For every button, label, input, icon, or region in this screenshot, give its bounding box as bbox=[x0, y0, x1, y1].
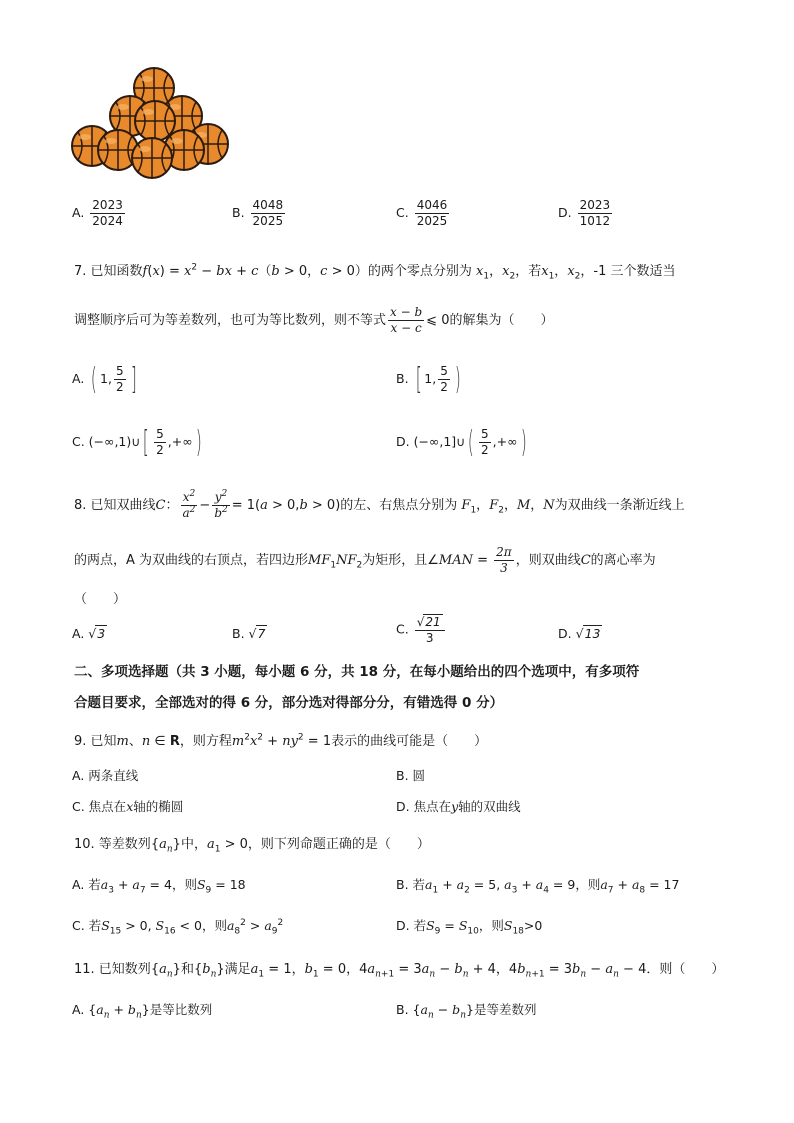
section-2-heading-line2: 合题目要求，全部选对的得 6 分，部分选对得部分分，有错选得 0 分） bbox=[74, 695, 504, 711]
q8-option-a[interactable]: A. √3 bbox=[72, 626, 106, 641]
section-2-heading-line1: 二、多项选择题（共 3 小题，每小题 6 分，共 18 分，在每小题给出的四个选项中，有多项符 bbox=[74, 664, 640, 680]
q7-option-b[interactable]: B. [ 1, $\frac{5}{2}$ ) bbox=[396, 362, 461, 397]
q8-option-b[interactable]: B. √7 bbox=[232, 626, 266, 641]
q9-stem: 9. 已知m、n ∈ R，则方程$m^2x^2 + ny^2 = 1$表示的曲线可能是（ ） bbox=[74, 732, 488, 749]
q8-line3: （ ） bbox=[74, 592, 127, 607]
q6-a-fraction: $\frac{2023}{2024}$ bbox=[92, 198, 123, 228]
q8-line1: 8. 已知双曲线C： $\frac{x^2}{a^2}$ − $\frac{y^2}{b^2}$ = 1(a > 0,b > 0)的左、右焦点分别为 $F_1$，$F_2$，M，N为双曲线一条渐近线上 bbox=[74, 489, 685, 520]
q7-line2: 调整顺序后可为等差数列，也可为等比数列，则不等式 $\frac{x - b}{x - c}$ ⩽ 0的解集为（ ） bbox=[74, 305, 554, 335]
q6-option-b[interactable]: B. $\frac{4048}{2025}$ bbox=[232, 198, 284, 228]
q8-line2: 的两点，A 为双曲线的右顶点，若四边形$MF_1NF_2$为矩形，且∠MAN = $\frac{2\pi}{3}$ ，则双曲线C的离心率为 bbox=[74, 545, 656, 575]
q8-option-d[interactable]: D. √13 bbox=[558, 626, 601, 641]
q6-option-a[interactable]: A. $\frac{2023}{2024}$ bbox=[72, 198, 123, 228]
q6-d-fraction: $\frac{2023}{1012}$ bbox=[579, 198, 611, 228]
q10-option-a[interactable]: A. 若$a_3 + a_7 = 4$，则$S_9 = 18$ bbox=[72, 877, 246, 896]
q11-option-a[interactable]: A. $\{a_n + b_n\}$是等比数列 bbox=[72, 1002, 213, 1021]
q10-option-d[interactable]: D. 若$S_9 = S_{10}$，则$S_{18}>0$ bbox=[396, 918, 543, 937]
q10-option-b[interactable]: B. 若$a_1 + a_2 = 5$, $a_3 + a_4 = 9$，则$a_7 + a_8 = 17$ bbox=[396, 877, 680, 896]
q7-option-d[interactable]: D. (−∞,1]∪( $\frac{5}{2}$ ,+∞) bbox=[396, 425, 527, 460]
q10-stem: 10. 等差数列$\{a_n\}$中，$a_1 > 0$，则下列命题正确的是（ ） bbox=[74, 837, 430, 855]
q11-stem: 11. 已知数列$\{a_n\}$和$\{b_n\}$满足$a_1 = 1$，$b_1 = 0$，$4a_{n+1} = 3a_n - b_n + 4$，$4b_{n+1} = 3b_n - a_n - 4$．则（ ） bbox=[74, 962, 725, 980]
q9-option-d[interactable]: D. 焦点在y轴的双曲线 bbox=[396, 799, 521, 814]
q8-option-c[interactable]: C. $\frac{√21}{3}$ bbox=[396, 614, 447, 646]
q6-b-fraction: $\frac{4048}{2025}$ bbox=[252, 198, 284, 228]
basketball-pile-image bbox=[70, 66, 235, 184]
q10-option-c[interactable]: C. 若$S_{15} > 0$, $S_{16} < 0$，则$a_8^2 > a_9^2$ bbox=[72, 917, 284, 937]
q9-option-b[interactable]: B. 圆 bbox=[396, 768, 426, 783]
q9-option-c[interactable]: C. 焦点在x轴的椭圆 bbox=[72, 799, 184, 814]
q7-option-a[interactable]: A. ( 1, $\frac{5}{2}$ ] bbox=[72, 362, 137, 397]
q7-option-c[interactable]: C. (−∞,1)∪[ $\frac{5}{2}$ ,+∞) bbox=[72, 425, 202, 460]
q9-option-a[interactable]: A. 两条直线 bbox=[72, 768, 139, 783]
q6-option-d[interactable]: D. $\frac{2023}{1012}$ bbox=[558, 198, 611, 228]
q7-line1: 7. 已知函数$f(x) = x^2$ − bx + c（b > 0，c > 0）的两个零点分别为 $x_1$，$x_2$，若$x_1$，$x_2$，-1 三个数适当 bbox=[74, 262, 676, 282]
q11-option-b[interactable]: B. $\{a_n - b_n\}$是等差数列 bbox=[396, 1002, 537, 1021]
q6-c-fraction: $\frac{4046}{2025}$ bbox=[416, 198, 448, 228]
q6-option-c[interactable]: C. $\frac{4046}{2025}$ bbox=[396, 198, 448, 228]
